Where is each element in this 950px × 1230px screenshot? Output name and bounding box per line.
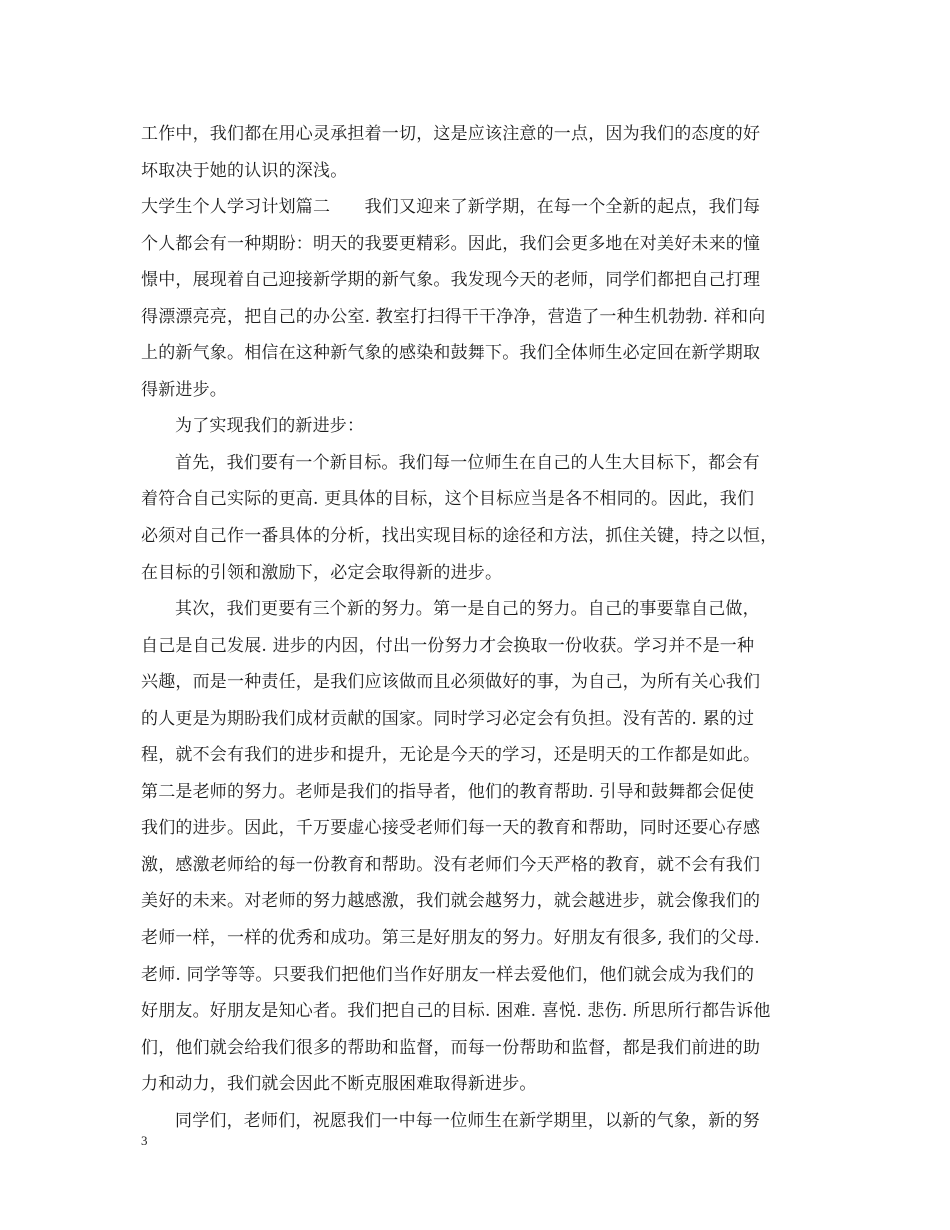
text-line: 们，他们就会给我们很多的帮助和监督，而每一份帮助和监督，都是我们前进的助 (141, 1037, 761, 1058)
text-line: 坏取决于她的认识的深浅。 (141, 160, 348, 181)
text-line: 得漂漂亮亮，把自己的办公室. 教室打扫得干干净净，营造了一种生机勃勃. 祥和向 (141, 306, 766, 327)
text-line: 老师. 同学等等。只要我们把他们当作好朋友一样去爱他们，他们就会成为我们的 (141, 964, 755, 985)
text-line: 首先，我们要有一个新目标。我们每一位师生在自己的人生大目标下，都会有 (175, 452, 760, 473)
text-line: 的人更是为期盼我们成材贡献的国家。同时学习必定会有负担。没有苦的. 累的过 (141, 708, 755, 729)
text-line: 必须对自己作一番具体的分析，找出实现目标的途径和方法，抓住关键，持之以恒， (141, 526, 778, 547)
text-line: 得新进步。 (141, 379, 227, 400)
text-line: 工作中，我们都在用心灵承担着一切，这是应该注意的一点，因为我们的态度的好 (141, 124, 761, 144)
text-line: 好朋友。好朋友是知心者。我们把自己的目标. 困难. 喜悦. 悲伤. 所思所行都告诉他 (141, 1001, 771, 1022)
text-line: 上的新气象。相信在这种新气象的感染和鼓舞下。我们全体师生必定回在新学期取 (141, 343, 761, 364)
text-line: 我们的进步。因此，千万要虚心接受老师们每一天的教育和帮助，同时还要心存感 (141, 818, 761, 839)
text-line: 兴趣，而是一种责任，是我们应该做而且必须做好的事，为自己，为所有关心我们 (141, 672, 761, 693)
text-line: 为了实现我们的新进步： (175, 416, 365, 437)
page-number: 3 (141, 1133, 148, 1148)
text-line: 美好的未来。对老师的努力越感激，我们就会越努力，就会越进步，就会像我们的 (141, 891, 761, 912)
text-line: 激，感激老师给的每一份教育和帮助。没有老师们今天严格的教育，就不会有我们 (141, 854, 761, 875)
text-line: 个人都会有一种期盼：明天的我要更精彩。因此，我们会更多地在对美好未来的憧 (141, 233, 761, 254)
text-line: 憬中，展现着自己迎接新学期的新气象。我发现今天的老师，同学们都把自己打理 (141, 270, 761, 291)
text-line: 力和动力，我们就会因此不断克服困难取得新进步。 (141, 1074, 537, 1095)
text-line: 着符合自己实际的更高. 更具体的目标，这个目标应当是各不相同的。因此，我们 (141, 489, 755, 510)
text-line: 第二是老师的努力。老师是我们的指导者，他们的教育帮助. 引导和鼓舞都会促使 (141, 781, 755, 802)
text-line: 程，就不会有我们的进步和提升，无论是今天的学习，还是明天的工作都是如此。 (141, 745, 761, 766)
text-line: 其次，我们更要有三个新的努力。第一是自己的努力。自己的事要靠自己做， (175, 599, 760, 620)
text-line: 在目标的引领和激励下，必定会取得新的进步。 (141, 562, 503, 583)
text-line: 自己是自己发展. 进步的内因，付出一份努力才会换取一份收获。学习并不是一种 (141, 635, 755, 656)
text-line: 同学们，老师们，祝愿我们一中每一位师生在新学期里，以新的气象，新的努 (175, 1110, 760, 1131)
text-line: 大学生个人学习计划篇二 我们又迎来了新学期，在每一个全新的起点，我们每 (141, 197, 761, 218)
body-text (141, 116, 821, 1139)
text-line: 老师一样，一样的优秀和成功。第三是好朋友的努力。好朋友有很多, 我们的父母. (141, 928, 760, 949)
